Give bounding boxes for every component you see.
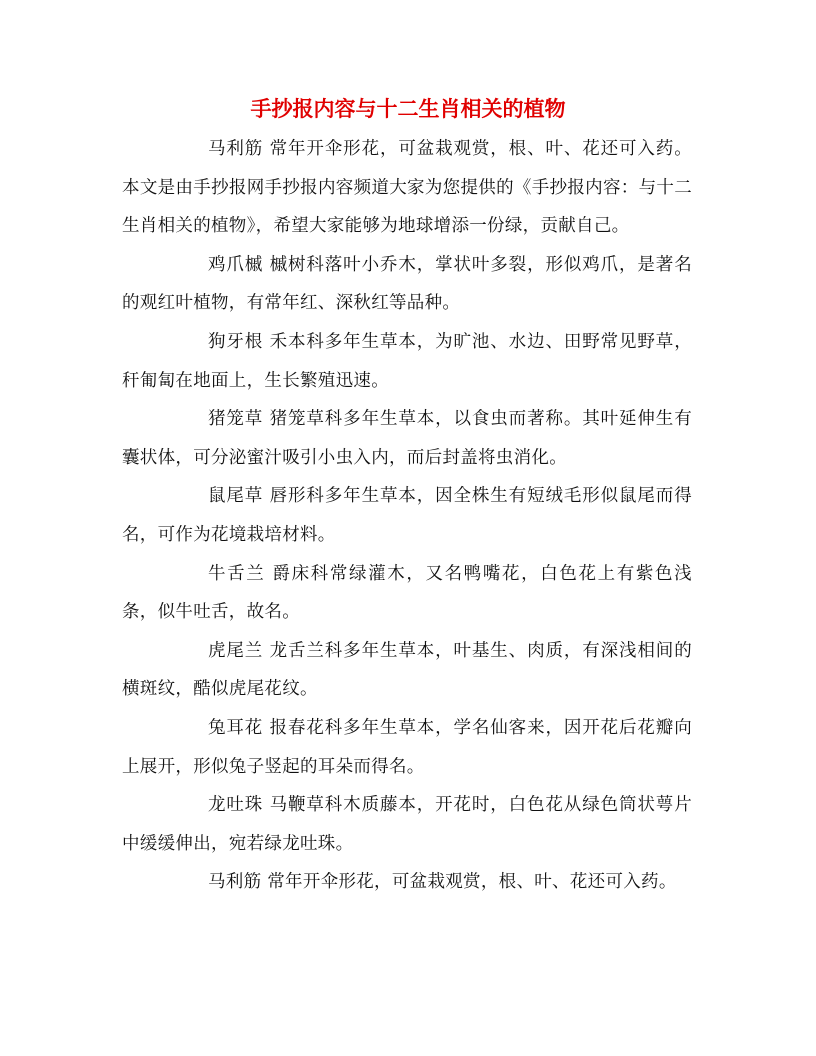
paragraph: 狗牙根 禾本科多年生草本，为旷池、水边、田野常见野草，秆匍匐在地面上，生长繁殖迅速。 <box>122 331 692 391</box>
paragraph: 龙吐珠 马鞭草科木质藤本，开花时，白色花从绿色筒状萼片中缓缓伸出，宛若绿龙吐珠。 <box>122 795 692 854</box>
paragraph: 鼠尾草 唇形科多年生草本，因全株生有短绒毛形似鼠尾而得名，可作为花境栽培材料。 <box>122 486 692 545</box>
paragraph: 猪笼草 猪笼草科多年生草本，以食虫而著称。其叶延伸生有囊状体，可分泌蜜汁吸引小虫入内，而后封盖将虫消化。 <box>122 409 692 468</box>
paragraph: 兔耳花 报春花科多年生草本，学名仙客来，因开花后花瓣向上展开，形似兔子竖起的耳朵而得名。 <box>122 717 692 777</box>
document-body <box>122 130 692 902</box>
paragraph: 马利筋 常年开伞形花，可盆栽观赏，根、叶、花还可入药。本文是由手抄报网手抄报内容频道大家为您提供的《手抄报内容：与十二生肖相关的植物》，希望大家能够为地球增添一份绿，贡献自己。 <box>122 139 692 237</box>
document-title: 手抄报内容与十二生肖相关的植物 <box>250 96 566 121</box>
paragraph: 虎尾兰 龙舌兰科多年生草本，叶基生、肉质，有深浅相间的横斑纹，酷似虎尾花纹。 <box>122 640 692 700</box>
paragraph: 牛舌兰 爵床科常绿灌木，又名鸭嘴花，白色花上有紫色浅条，似牛吐舌，故名。 <box>122 563 692 623</box>
paragraph: 马利筋 常年开伞形花，可盆栽观赏，根、叶、花还可入药。 <box>208 872 677 893</box>
paragraph: 鸡爪槭 槭树科落叶小乔木，掌状叶多裂，形似鸡爪，是著名的观红叶植物，有常年红、深秋红等品种。 <box>122 254 692 314</box>
